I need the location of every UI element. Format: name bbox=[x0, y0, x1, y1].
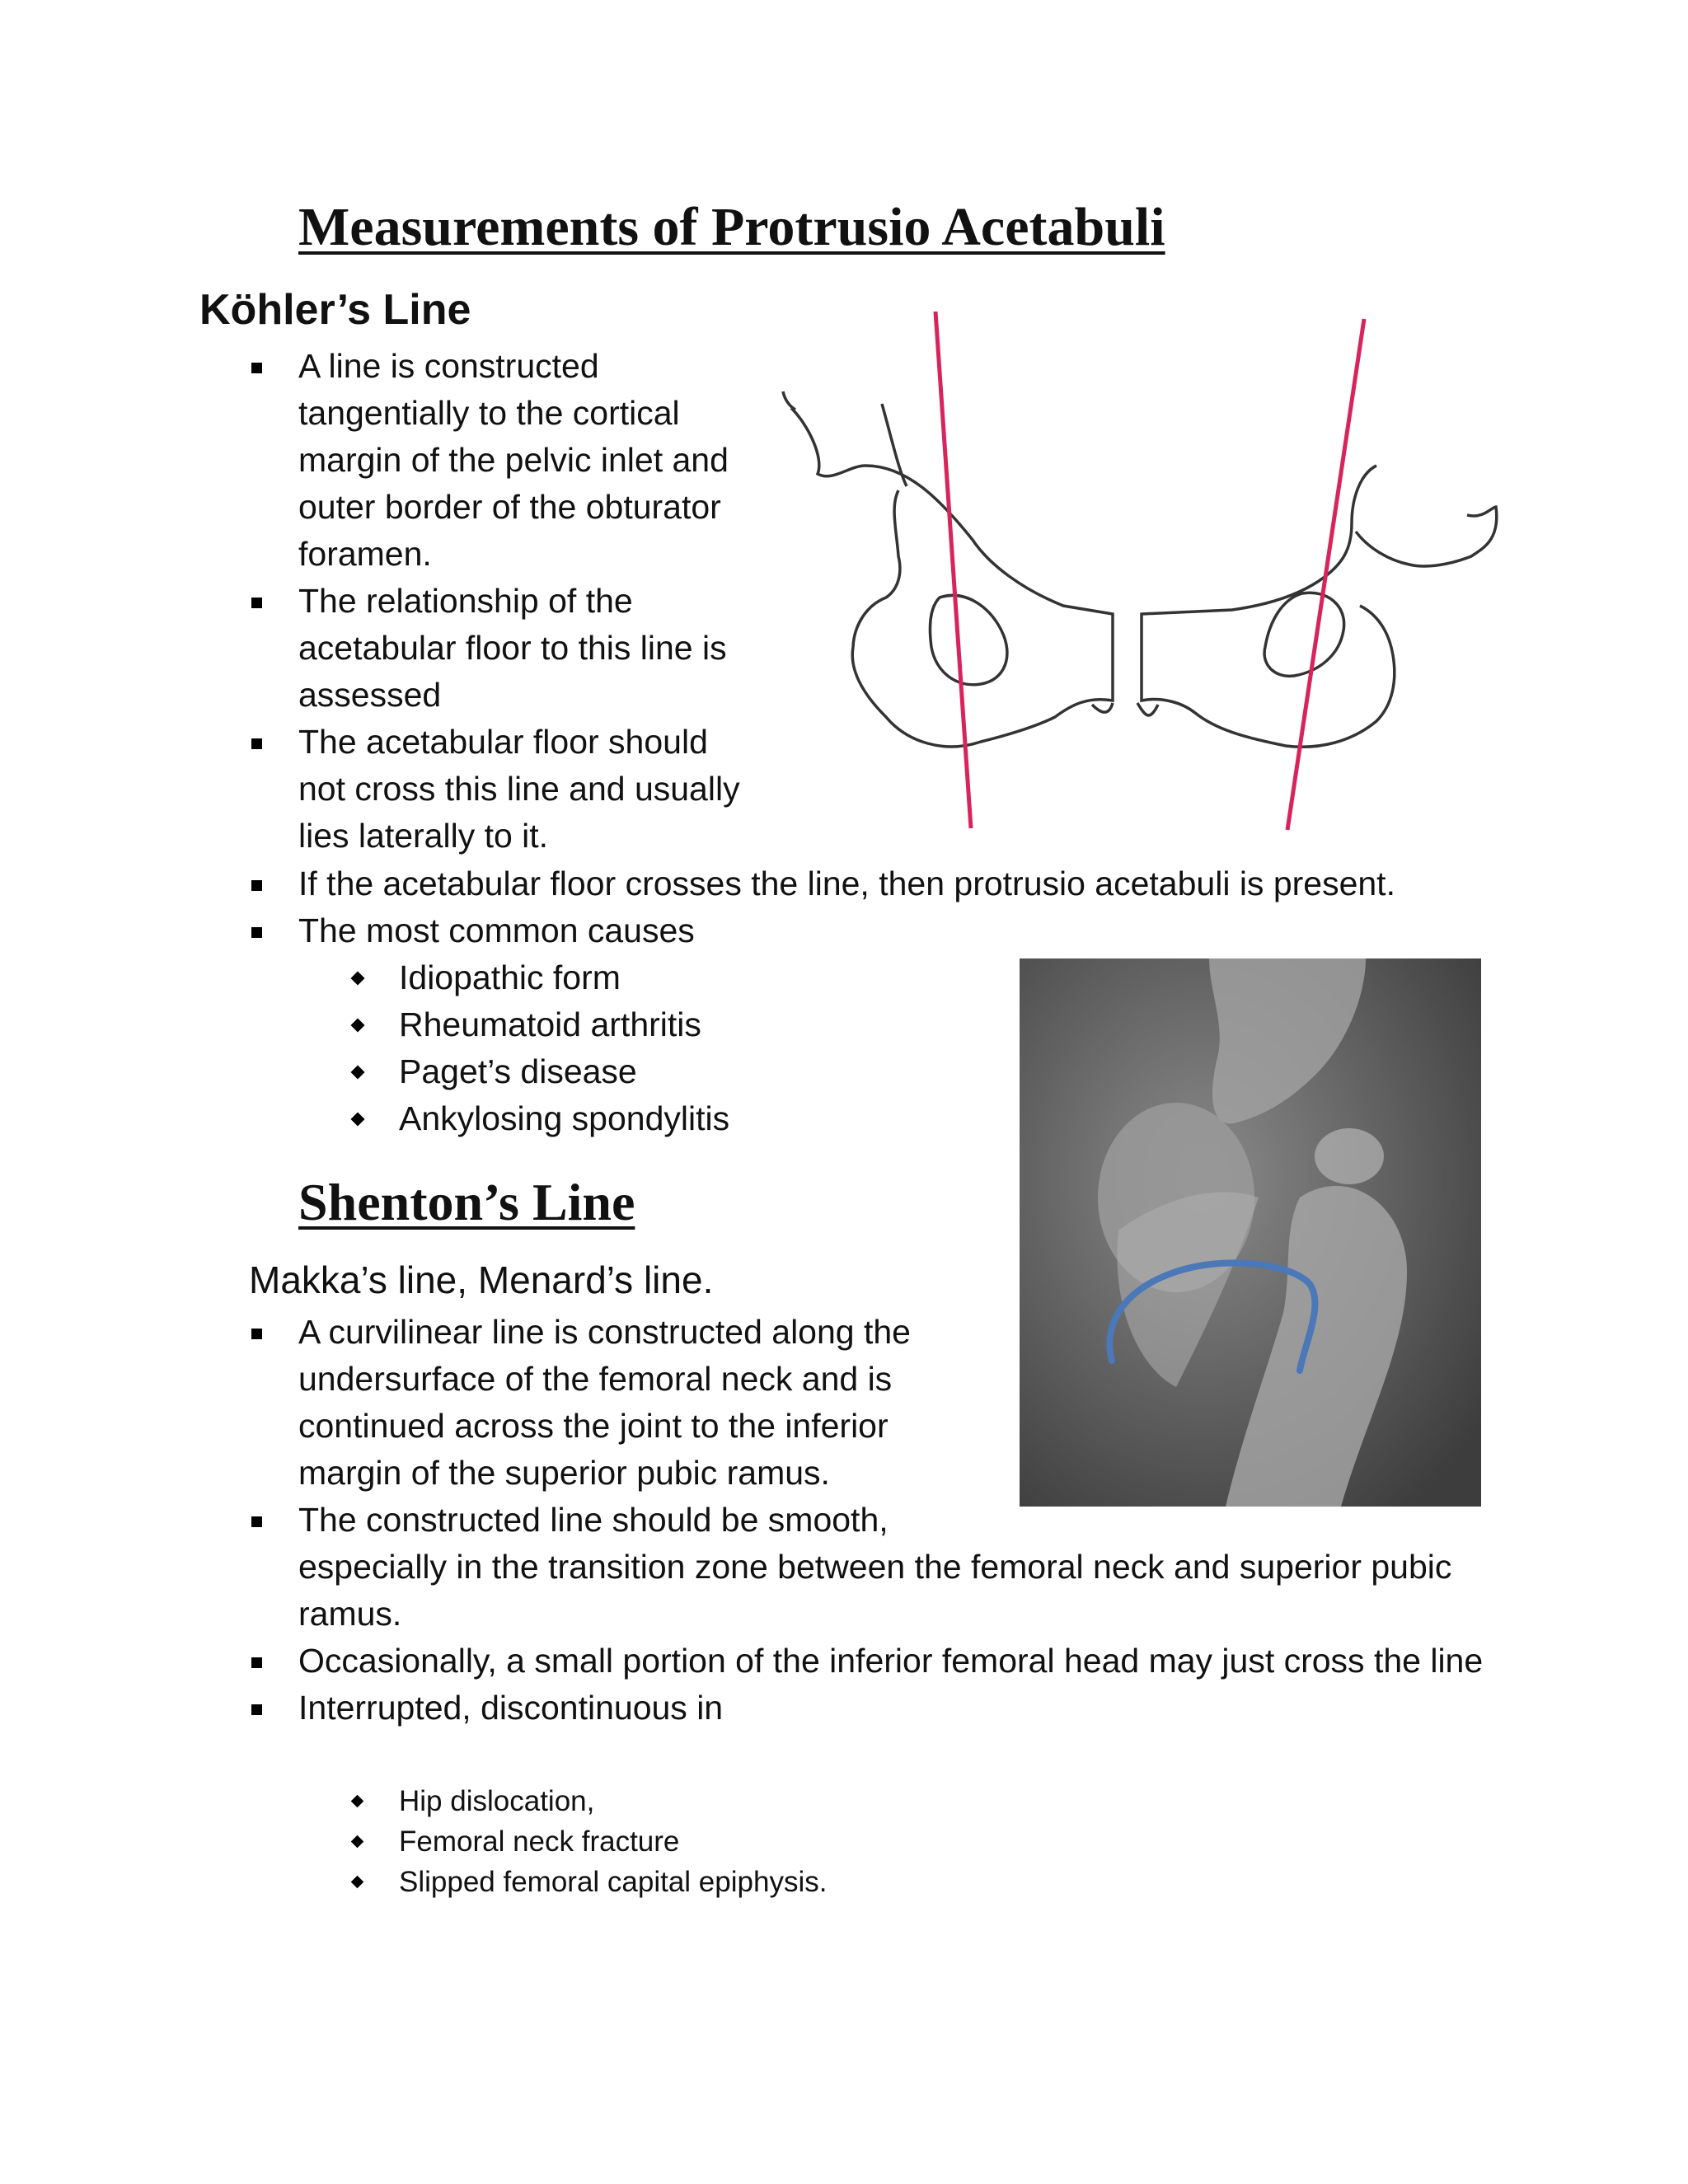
shenton-list-narrow bbox=[249, 1309, 982, 1544]
list-item-first-line: The constructed line should be smooth, bbox=[298, 1501, 889, 1539]
kohler-wide-list bbox=[249, 860, 1535, 954]
shenton-list-wide bbox=[249, 1638, 1535, 1732]
list-item bbox=[249, 907, 1535, 954]
list-item: A curvilinear line is constructed along the undersurface of the femoral neck and is continued across the joint to the inferior margin of the superior pubic ramus. bbox=[249, 1309, 982, 1497]
list-item: Occasionally, a small portion of the inferior femoral head may just cross the line bbox=[249, 1638, 1535, 1685]
list-item: Slipped femoral capital epiphysis. bbox=[348, 1862, 991, 1902]
list-item: Paget’s disease bbox=[348, 1048, 875, 1095]
kohler-line-diagram bbox=[775, 309, 1533, 841]
list-item: The acetabular floor should not cross this line and usually lies laterally to it. bbox=[249, 719, 743, 860]
list-item: Rheumatoid arthritis bbox=[348, 1001, 875, 1048]
conditions-list bbox=[249, 1781, 991, 1902]
right-obturator-foramen-shape bbox=[1264, 593, 1344, 676]
kohler-narrow-list bbox=[249, 343, 743, 860]
shenton-line-heading: Shenton’s Line bbox=[298, 1173, 635, 1231]
shenton-subtitle: Makka’s line, Menard’s line. bbox=[249, 1258, 714, 1301]
list-item: The relationship of the acetabular floor to this line is assessed bbox=[249, 578, 743, 719]
list-item: Ankylosing spondylitis bbox=[348, 1095, 875, 1142]
list-item: Femoral neck fracture bbox=[348, 1821, 991, 1862]
shenton-point-continuation: especially in the transition zone between the femoral neck and superior pubic ramus. bbox=[298, 1548, 1452, 1633]
causes-intro: The most common causes bbox=[298, 912, 695, 949]
right-kohler-line bbox=[1287, 319, 1364, 830]
left-kohler-line bbox=[935, 312, 971, 828]
list-item: Idiopathic form bbox=[348, 954, 875, 1001]
pubic-ramus-shape bbox=[1315, 1128, 1384, 1184]
page-title: Measurements of Protrusio Acetabuli bbox=[298, 197, 1165, 257]
kohler-line-heading: Köhler’s Line bbox=[199, 286, 471, 334]
list-item: A line is constructed tangentially to the cortical margin of the pelvic inlet and outer border of the obturator foramen. bbox=[249, 343, 743, 578]
causes-list bbox=[249, 954, 875, 1142]
list-item: If the acetabular floor crosses the line, then protrusio acetabuli is present. bbox=[249, 860, 1535, 907]
list-item bbox=[249, 1497, 982, 1544]
pelvis-outline bbox=[783, 391, 1497, 747]
list-item: Interrupted, discontinuous in bbox=[249, 1685, 1535, 1732]
hip-xray-image bbox=[1020, 958, 1481, 1507]
list-item: Hip dislocation, bbox=[348, 1781, 991, 1821]
left-obturator-foramen-shape bbox=[930, 595, 1006, 684]
